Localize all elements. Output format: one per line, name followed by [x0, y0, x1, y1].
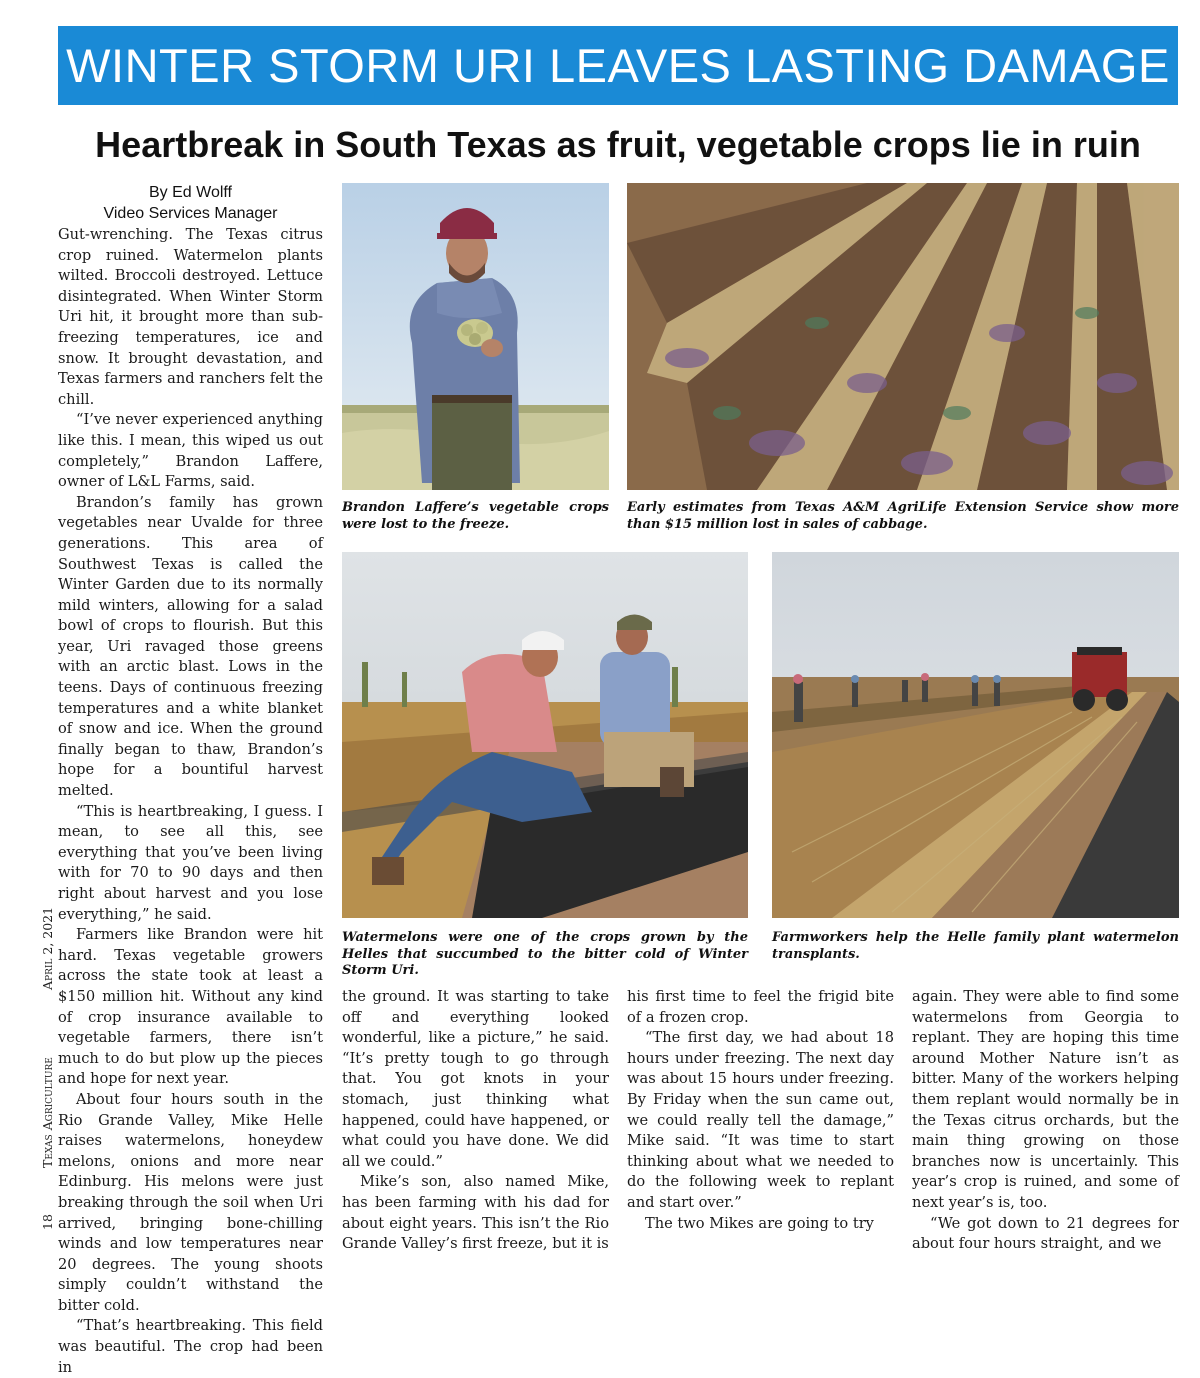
caption-photo-1: Brandon Laffere’s vegetable crops were lost to the freeze.: [342, 500, 609, 532]
paragraph: The two Mikes are going to try: [645, 1214, 874, 1232]
caption-photo-4: Farmworkers help the Helle family plant watermelon transplants.: [772, 930, 1179, 962]
paragraph: Mike’s son, also named Mike, has been farming with his dad for about eight years. This isn’t the Rio Grande Valley’s first freeze, but it is: [342, 1173, 609, 1253]
paragraph: the ground. It was starting to take off and everything looked wonderful, like a picture,” he said. “It’s pretty tough to go through that. You got knots in your stomach, just thinking what happened, could have happened, or what could you have done. We did all we could.”: [342, 988, 609, 1170]
article-column-4: [912, 987, 1179, 1255]
folio-page-number: 18: [40, 1214, 55, 1230]
photo-cabbage-field: [627, 183, 1179, 490]
paragraph: again. They were able to find some watermelons from Georgia to replant. They are hoping this time around Mother Nature isn’t as bitter. Many of the workers helping them replant would normally be in the Texas citrus orchards, but the main thing growing on those branches now is uncertainly. This year’s crop is ruined, and some of next year’s is, too.: [912, 988, 1179, 1211]
article-column-1: [58, 225, 323, 1378]
paragraph: Brandon’s family has grown vegetables near Uvalde for three generations. This area of Southwest Texas is called the Winter Garden due to its normally mild winters, allowing for a salad bowl of crops to flourish. But this year, Uri ravaged those greens with an arctic blast. Lows in the teens. Days of continuous freezing temperatures and a white blanket of snow and ice. When the ground finally began to thaw, Brandon’s hope for a bountiful harvest melted.: [58, 493, 323, 800]
headline: Heartbreak in South Texas as fruit, vegetable crops lie in ruin: [95, 124, 1141, 165]
photo-farmworkers-tractor: [772, 552, 1179, 918]
folio-publication: Texas Agriculture: [40, 1057, 55, 1168]
paragraph: Farmers like Brandon were hit hard. Texas vegetable growers across the state took at least a $150 million hit. Without any kind of crop insurance available to vegetable farmers, there isn’t much to do but plow up the pieces and hope for next year.: [58, 926, 323, 1088]
paragraph: Gut-wrenching. The Texas citrus crop ruined. Watermelon plants wilted. Broccoli destroyed. Lettuce disintegrated. When Winter Storm Uri hit, it brought more than sub-freezing temperatures, ice and snow. It brought devastation, and Texas farmers and ranchers felt the chill.: [58, 226, 323, 408]
photo-farmers-kneeling: [342, 552, 748, 918]
byline-author: By Ed Wolff: [149, 184, 232, 201]
page-folio: [40, 906, 62, 1230]
paragraph: “I’ve never experienced anything like this. I mean, this wiped us out completely,” Brandon Laffere, owner of L&L Farms, said.: [58, 411, 323, 491]
caption-photo-2: Early estimates from Texas A&M AgriLife Extension Service show more than $15 million lost in sales of cabbage.: [627, 500, 1179, 532]
paragraph: his first time to feel the frigid bite of a frozen crop.: [627, 988, 894, 1026]
article-column-3: [627, 987, 894, 1234]
byline: [58, 182, 323, 224]
paragraph: About four hours south in the Rio Grande Valley, Mike Helle raises watermelons, honeydew melons, onions and more near Edinburg. His melons were just breaking through the soil when Uri arrived, bringing bone-chilling winds and low temperatures near 20 degrees. The young shoots simply couldn’t withstand the bitter cold.: [58, 1090, 323, 1314]
paragraph: “That’s heartbreaking. This field was beautiful. The crop had been in: [58, 1317, 323, 1376]
paragraph: “This is heartbreaking, I guess. I mean, to see all this, see everything that you’ve been living with for 70 to 90 days and then right about harvest and you lose everything,” he said.: [58, 802, 323, 923]
photo-farmer-broccoli: [342, 183, 609, 490]
section-banner: WINTER STORM URI LEAVES LASTING DAMAGE: [58, 26, 1178, 105]
article-column-2: [342, 987, 609, 1255]
paragraph: “We got down to 21 degrees for about four hours straight, and we: [912, 1214, 1179, 1253]
folio-date: April 2, 2021: [40, 906, 55, 990]
byline-role: Video Services Manager: [103, 205, 278, 222]
caption-photo-3: Watermelons were one of the crops grown by the Helles that succumbed to the bitter cold of Winter Storm Uri.: [342, 930, 748, 978]
paragraph: “The first day, we had about 18 hours under freezing. The next day was about 15 hours under freezing. By Friday when the sun came out, we could really tell the damage,” Mike said. “It was time to start thinking about what we needed to do the following week to replant and start over.”: [627, 1029, 894, 1211]
